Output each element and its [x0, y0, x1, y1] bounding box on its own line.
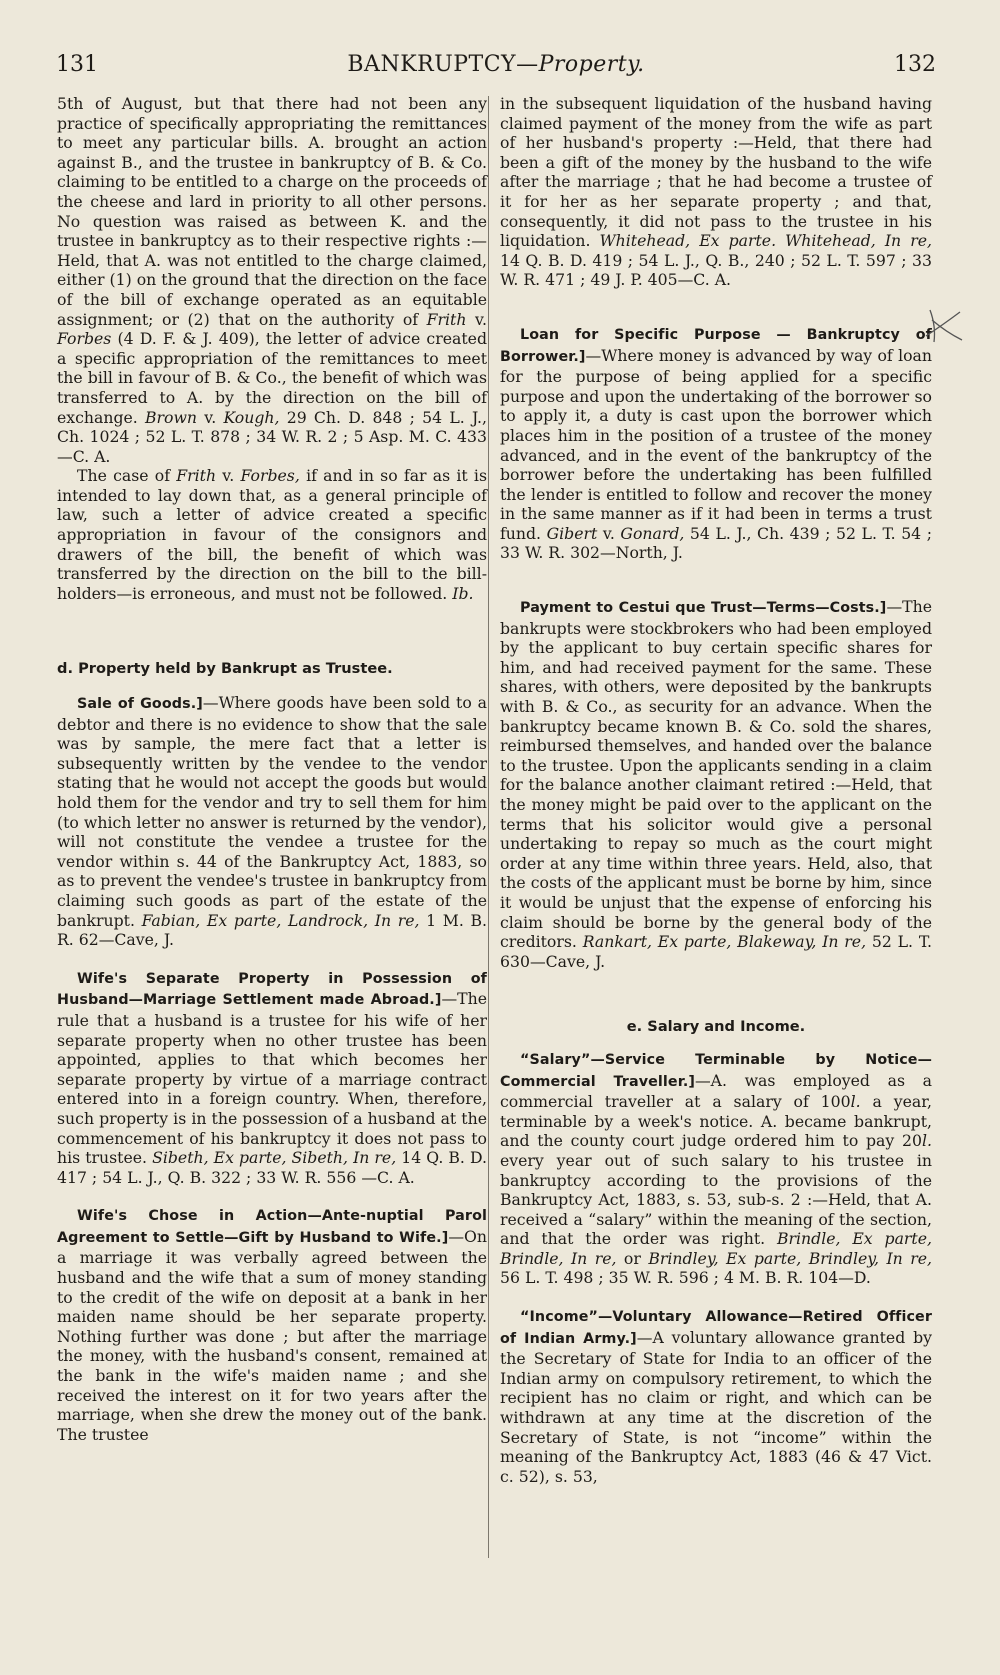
section-heading-e: e. Salary and Income.: [626, 1018, 806, 1036]
text: —A voluntary allowance granted by the Secretary of State for India to an officer of the Indian army on compulsory retirement, to which the recipient has no claim or right, and which can be withdrawn at any time at the discretion of the Secretary of State, is not “income” within the meaning of the Bankruptcy Act, 1883 (46 & 47 Vict. c. 52), s. 53,: [500, 1327, 932, 1486]
text: v.: [466, 309, 487, 329]
running-title-main: BANKRUPTCY—: [347, 52, 539, 77]
case-name: Sibeth, Ex parte, Sibeth, In re,: [152, 1148, 397, 1168]
currency-symbol: l.: [850, 1092, 861, 1112]
case-name: Forbes: [57, 329, 112, 349]
case-name: Rankart, Ex parte, Blakeway, In re,: [582, 932, 867, 952]
paragraph: [500, 94, 932, 290]
text: v.: [216, 466, 241, 486]
paragraph-heading: Wife's Chose in Action—Ante-nuptial Parol Agreement to Settle—Gift by Husband to Wife.]: [57, 1208, 487, 1246]
text: (4 D. F. & J. 409), the letter of advice created a specific appropriation of the remittances to meet the bill in favour of B. & Co., the benefit of which was transferred to A. by the direction on the bill of exchange.: [57, 329, 487, 427]
paragraph-heading: Payment to Cestui que Trust—Terms—Costs.]: [520, 600, 887, 617]
case-name: Whitehead, Ex parte. Whitehead, In re,: [599, 231, 932, 251]
handwritten-x-mark: [924, 306, 964, 346]
section-heading-d: d. Property held by Bankrupt as Trustee.: [57, 660, 393, 678]
text: —Where money is advanced by way of loan for the purpose of being applied for a specific purpose and upon the undertaking of the borrower so to apply it, a duty is cast upon the borrower which places him in the position of a trustee of the money advanced, and in the event of the bankruptcy of the borrower before the undertaking has been fulfilled the lender is entitled to follow and recover the money in the same manner as if it had been in terms a trust fund.: [500, 345, 932, 543]
citation: 1 M. B. R. 62—Cave, J.: [57, 910, 487, 950]
text: —The rule that a husband is a trustee for his wife of her separate property when no other trustee has been appointed, applies to that which becomes her separate property by virtue of a marriage contract entered into in a foreign country. When, therefore, such property is in the possession of a husband at the commencement of his bankruptcy it does not pass to his trustee.: [57, 989, 487, 1168]
left-column: [57, 94, 487, 1444]
paragraph: [57, 94, 487, 466]
citation: 56 L. T. 498 ; 35 W. R. 596 ; 4 M. B. R. 104—D.: [500, 1268, 871, 1288]
case-name: Brindley, Ex parte, Brindley, In re,: [648, 1248, 932, 1268]
paragraph-heading: Sale of Goods.]: [77, 696, 203, 713]
text: —On a marriage it was verbally agreed between the husband and the wife that a sum of money standing to the credit of the wife on deposit at a bank in her maiden name should be her separate property. Nothing further was done ; but after the marriage the money, with the husband's consent, remained at the bank in the wife's maiden name ; and she received the interest on it for two years after the marriage, when she drew the money out of the bank. The trustee: [57, 1226, 487, 1444]
case-name: Gonard,: [620, 523, 685, 543]
page-header: [56, 52, 936, 88]
text: v.: [197, 407, 224, 427]
currency-symbol: l.: [921, 1131, 932, 1151]
column-divider: [488, 96, 489, 1558]
paragraph-heading: Loan for Specific Purpose — Bankruptcy of Borrower.]: [500, 326, 932, 365]
running-title-italic: Property.: [538, 52, 645, 77]
citation: 52 L. T. 630—Cave, J.: [500, 932, 932, 971]
paragraph: [500, 597, 932, 971]
case-name: Brindle, Ex parte, Brindle, In re,: [500, 1229, 932, 1268]
paragraph-heading: “Salary”—Service Terminable by Notice—Commercial Traveller.]: [500, 1051, 932, 1090]
text: if and in so far as it is intended to lay down that, as a general principle of law, such a letter of advice created a specific appropriation in favour of the consignors and drawers of the bill, the benefit of which was transferred by the direction on the bill to the bill-holders—is erroneous, and must not be followed.: [57, 466, 487, 603]
paragraph-heading: “Income”—Voluntary Allowance—Retired Officer of Indian Army.]: [500, 1309, 932, 1347]
text: in the subsequent liquidation of the husband having claimed payment of the money from the wife as part of her husband's property :—Held, that there had been a gift of the money by the husband to the wife after the marriage ; that he had become a trustee of it for her as her separate property ; and that, consequently, it did not pass to the trustee in his liquidation.: [500, 94, 932, 251]
case-name: Frith: [426, 309, 467, 329]
case-name: Gibert: [546, 523, 598, 543]
text: v.: [597, 523, 621, 543]
case-name: Ib.: [452, 583, 474, 603]
page-number-right: 132: [894, 52, 936, 77]
case-name: Kough,: [223, 407, 280, 427]
paragraph: [57, 968, 487, 1188]
right-column: [500, 94, 932, 1486]
citation: 29 Ch. D. 848 ; 54 L. J., Ch. 1024 ; 52 L. T. 878 ; 34 W. R. 2 ; 5 Asp. M. C. 433—C. A.: [57, 407, 488, 466]
paragraph-heading: Wife's Separate Property in Possession of Husband—Marriage Settlement made Abroad.]: [57, 970, 487, 1009]
text: The case of: [77, 466, 177, 486]
citation: 54 L. J., Ch. 439 ; 52 L. T. 54 ; 33 W. R. 302—North, J.: [500, 523, 932, 563]
text: 5th of August, but that there had not been any practice of specifically appropriating the remittances to meet any particular bills. A. brought an action against B., and the trustee in bankruptcy of B. & Co. claiming to be entitled to a charge on the proceeds of the cheese and lard in priority to all other persons. No question was raised as between K. and the trustee in bankruptcy as to their respective rights :—Held, that A. was not entitled to the charge claimed, either (1) on the ground that the direction on the face of the bill of exchange operated as an equitable assignment; or (2) that on the authority of: [57, 94, 487, 329]
paragraph: [57, 1205, 487, 1444]
text: —The bankrupts were stockbrokers who had been employed by the applicant to buy certain specific shares for him, and had received payment for the same. These shares, with others, were deposited by the bankrupts with B. & Co., as security for an advance. When the bankruptcy became known B. & Co. sold the shares, reimbursed themselves, and handed over the balance to the trustee. Upon the applicants sending in a claim for the balance another claimant retired :—Held, that the money might be paid over to the applicant on the terms that his solicitor would give a personal undertaking to repay so much as the court might order at any time within three years. Held, also, that the costs of the applicant must be borne by him, since it would be unjust that the expense of enforcing his claim should be borne by the general body of the creditors.: [500, 597, 932, 952]
case-name: Brown: [145, 407, 198, 427]
text: a year, terminable by a week's notice. A. became bankrupt, and the county court judge ordered him to pay 20: [500, 1092, 932, 1151]
running-title: [56, 52, 936, 77]
text: or: [616, 1248, 649, 1268]
text: —A. was employed as a commercial traveller at a salary of 100: [500, 1070, 932, 1112]
paragraph: [500, 324, 932, 563]
text: every year out of such salary to his trustee in bankruptcy according to the provisions of the Bankruptcy Act, 1883, s. 53, sub-s. 2 :—Held, that A. received a “salary” within the meaning of the section, and that the order was right.: [500, 1150, 932, 1249]
citation: 14 Q. B. D. 419 ; 54 L. J., Q. B., 240 ; 52 L. T. 597 ; 33 W. R. 471 ; 49 J. P. 405—C. A.: [500, 250, 932, 290]
citation: 14 Q. B. D. 417 ; 54 L. J., Q. B. 322 ; 33 W. R. 556 —C. A.: [57, 1148, 487, 1187]
case-name: Forbes,: [240, 466, 300, 486]
case-name: Fabian, Ex parte, Landrock, In re,: [141, 910, 420, 930]
paragraph: [57, 693, 487, 950]
paragraph: [500, 1049, 932, 1288]
page-number-left: 131: [56, 52, 98, 77]
paragraph: [500, 1306, 932, 1486]
text: —Where goods have been sold to a debtor and there is no evidence to show that the sale was by sample, the mere fact that a letter is subsequently written by the vendee to the vendor stating that he would not accept the goods but would hold them for the vendor and try to sell them for him (to which letter no answer is returned by the vendor), will not constitute the vendee a trustee for the vendor within s. 44 of the Bankruptcy Act, 1883, so as to prevent the vendee's trustee in bankruptcy from claiming such goods as part of the estate of the bankrupt.: [57, 693, 487, 930]
paragraph: [57, 466, 487, 603]
case-name: Frith: [176, 466, 217, 486]
